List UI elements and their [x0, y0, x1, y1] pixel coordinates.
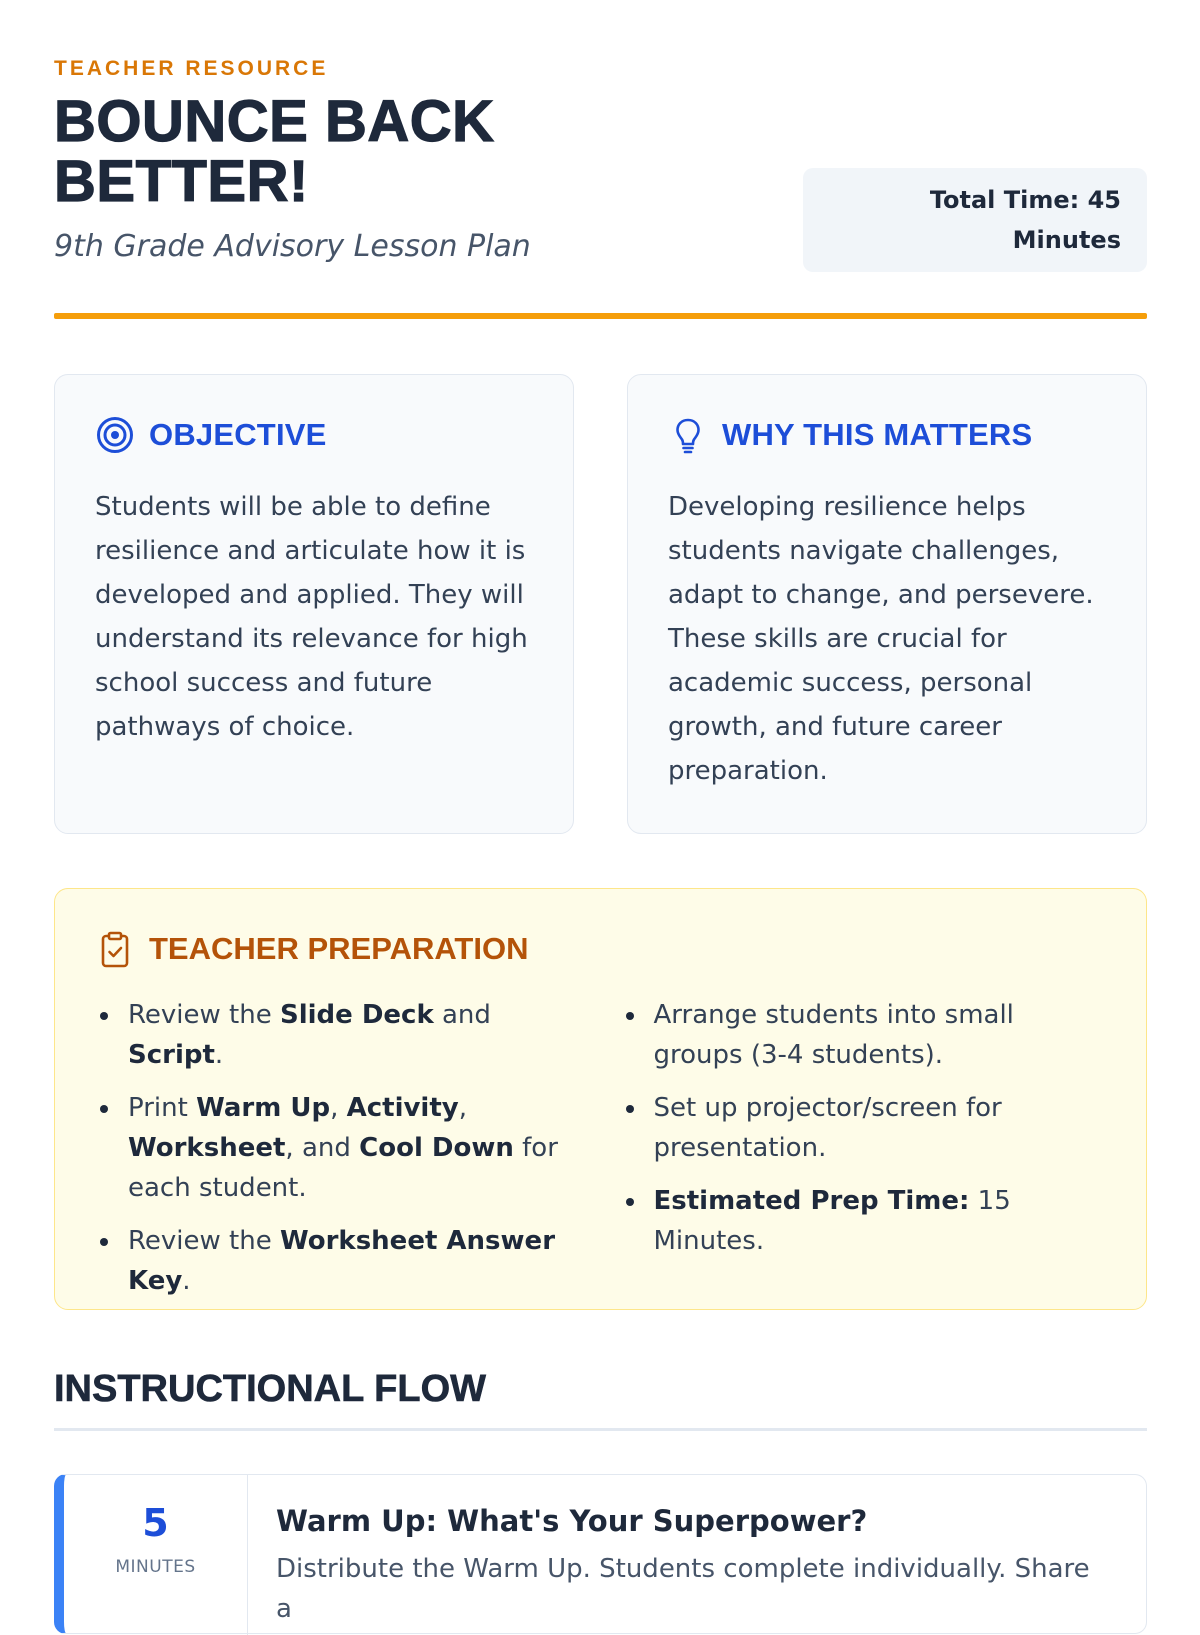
why-matters-title: WHY THIS MATTERS [722, 417, 1033, 452]
step-duration [64, 1475, 248, 1635]
clipboard-check-icon [95, 929, 135, 969]
step-content [276, 1501, 1106, 1629]
prep-list-left [95, 995, 581, 1301]
lightbulb-icon [668, 415, 708, 455]
why-matters-header [668, 415, 1106, 455]
prep-item-review-slides: Review the Slide Deck and Script. [95, 995, 581, 1075]
prep-columns [95, 995, 1106, 1314]
step-minutes-unit: MINUTES [115, 1557, 196, 1577]
prep-list-right [621, 995, 1107, 1261]
header-divider [54, 313, 1147, 319]
total-time-badge [803, 168, 1147, 272]
step-minutes: 5 [142, 1501, 169, 1545]
prep-item-projector: Set up projector/screen for presentation. [621, 1088, 1107, 1168]
prep-item-print-materials: Print Warm Up, Activity, Worksheet, and Cool Down for each student. [95, 1088, 581, 1208]
step-title: Warm Up: What's Your Superpower? [276, 1504, 868, 1538]
objective-card [54, 374, 574, 834]
flow-step [54, 1474, 1147, 1634]
step-description: Distribute the Warm Up. Students complete individually. Share a [276, 1554, 1090, 1624]
prep-item-prep-time: Estimated Prep Time: 15 Minutes. [621, 1181, 1107, 1261]
objective-title: OBJECTIVE [149, 417, 327, 452]
prep-item-arrange-groups: Arrange students into small groups (3-4 students). [621, 995, 1107, 1075]
prep-column-right [621, 995, 1107, 1314]
teacher-preparation-header [95, 929, 1106, 969]
objective-header [95, 415, 533, 455]
instructional-flow-title: INSTRUCTIONAL FLOW [54, 1368, 487, 1410]
prep-item-review-answer-key: Review the Worksheet Answer Key. [95, 1221, 581, 1301]
instructional-flow-divider [54, 1428, 1147, 1431]
why-matters-body: Developing resilience helps students navigate challenges, adapt to change, and persevere. These skills are crucial for academic success, personal growth, and future career preparation. [668, 492, 1094, 786]
prep-column-left [95, 995, 581, 1314]
teacher-preparation-panel [54, 888, 1147, 1310]
why-matters-card [627, 374, 1147, 834]
teacher-preparation-title: TEACHER PREPARATION [149, 931, 529, 966]
page-title: BOUNCE BACK BETTER! [54, 89, 495, 214]
eyebrow-label: TEACHER RESOURCE [54, 57, 329, 80]
page-subtitle: 9th Grade Advisory Lesson Plan [54, 229, 531, 264]
total-time-text: Total Time: 45 Minutes [929, 186, 1121, 254]
objective-body: Students will be able to define resilience and articulate how it is developed and applied. They will understand its relevance for high school success and future pathways of choice. [95, 492, 528, 742]
target-icon [95, 415, 135, 455]
